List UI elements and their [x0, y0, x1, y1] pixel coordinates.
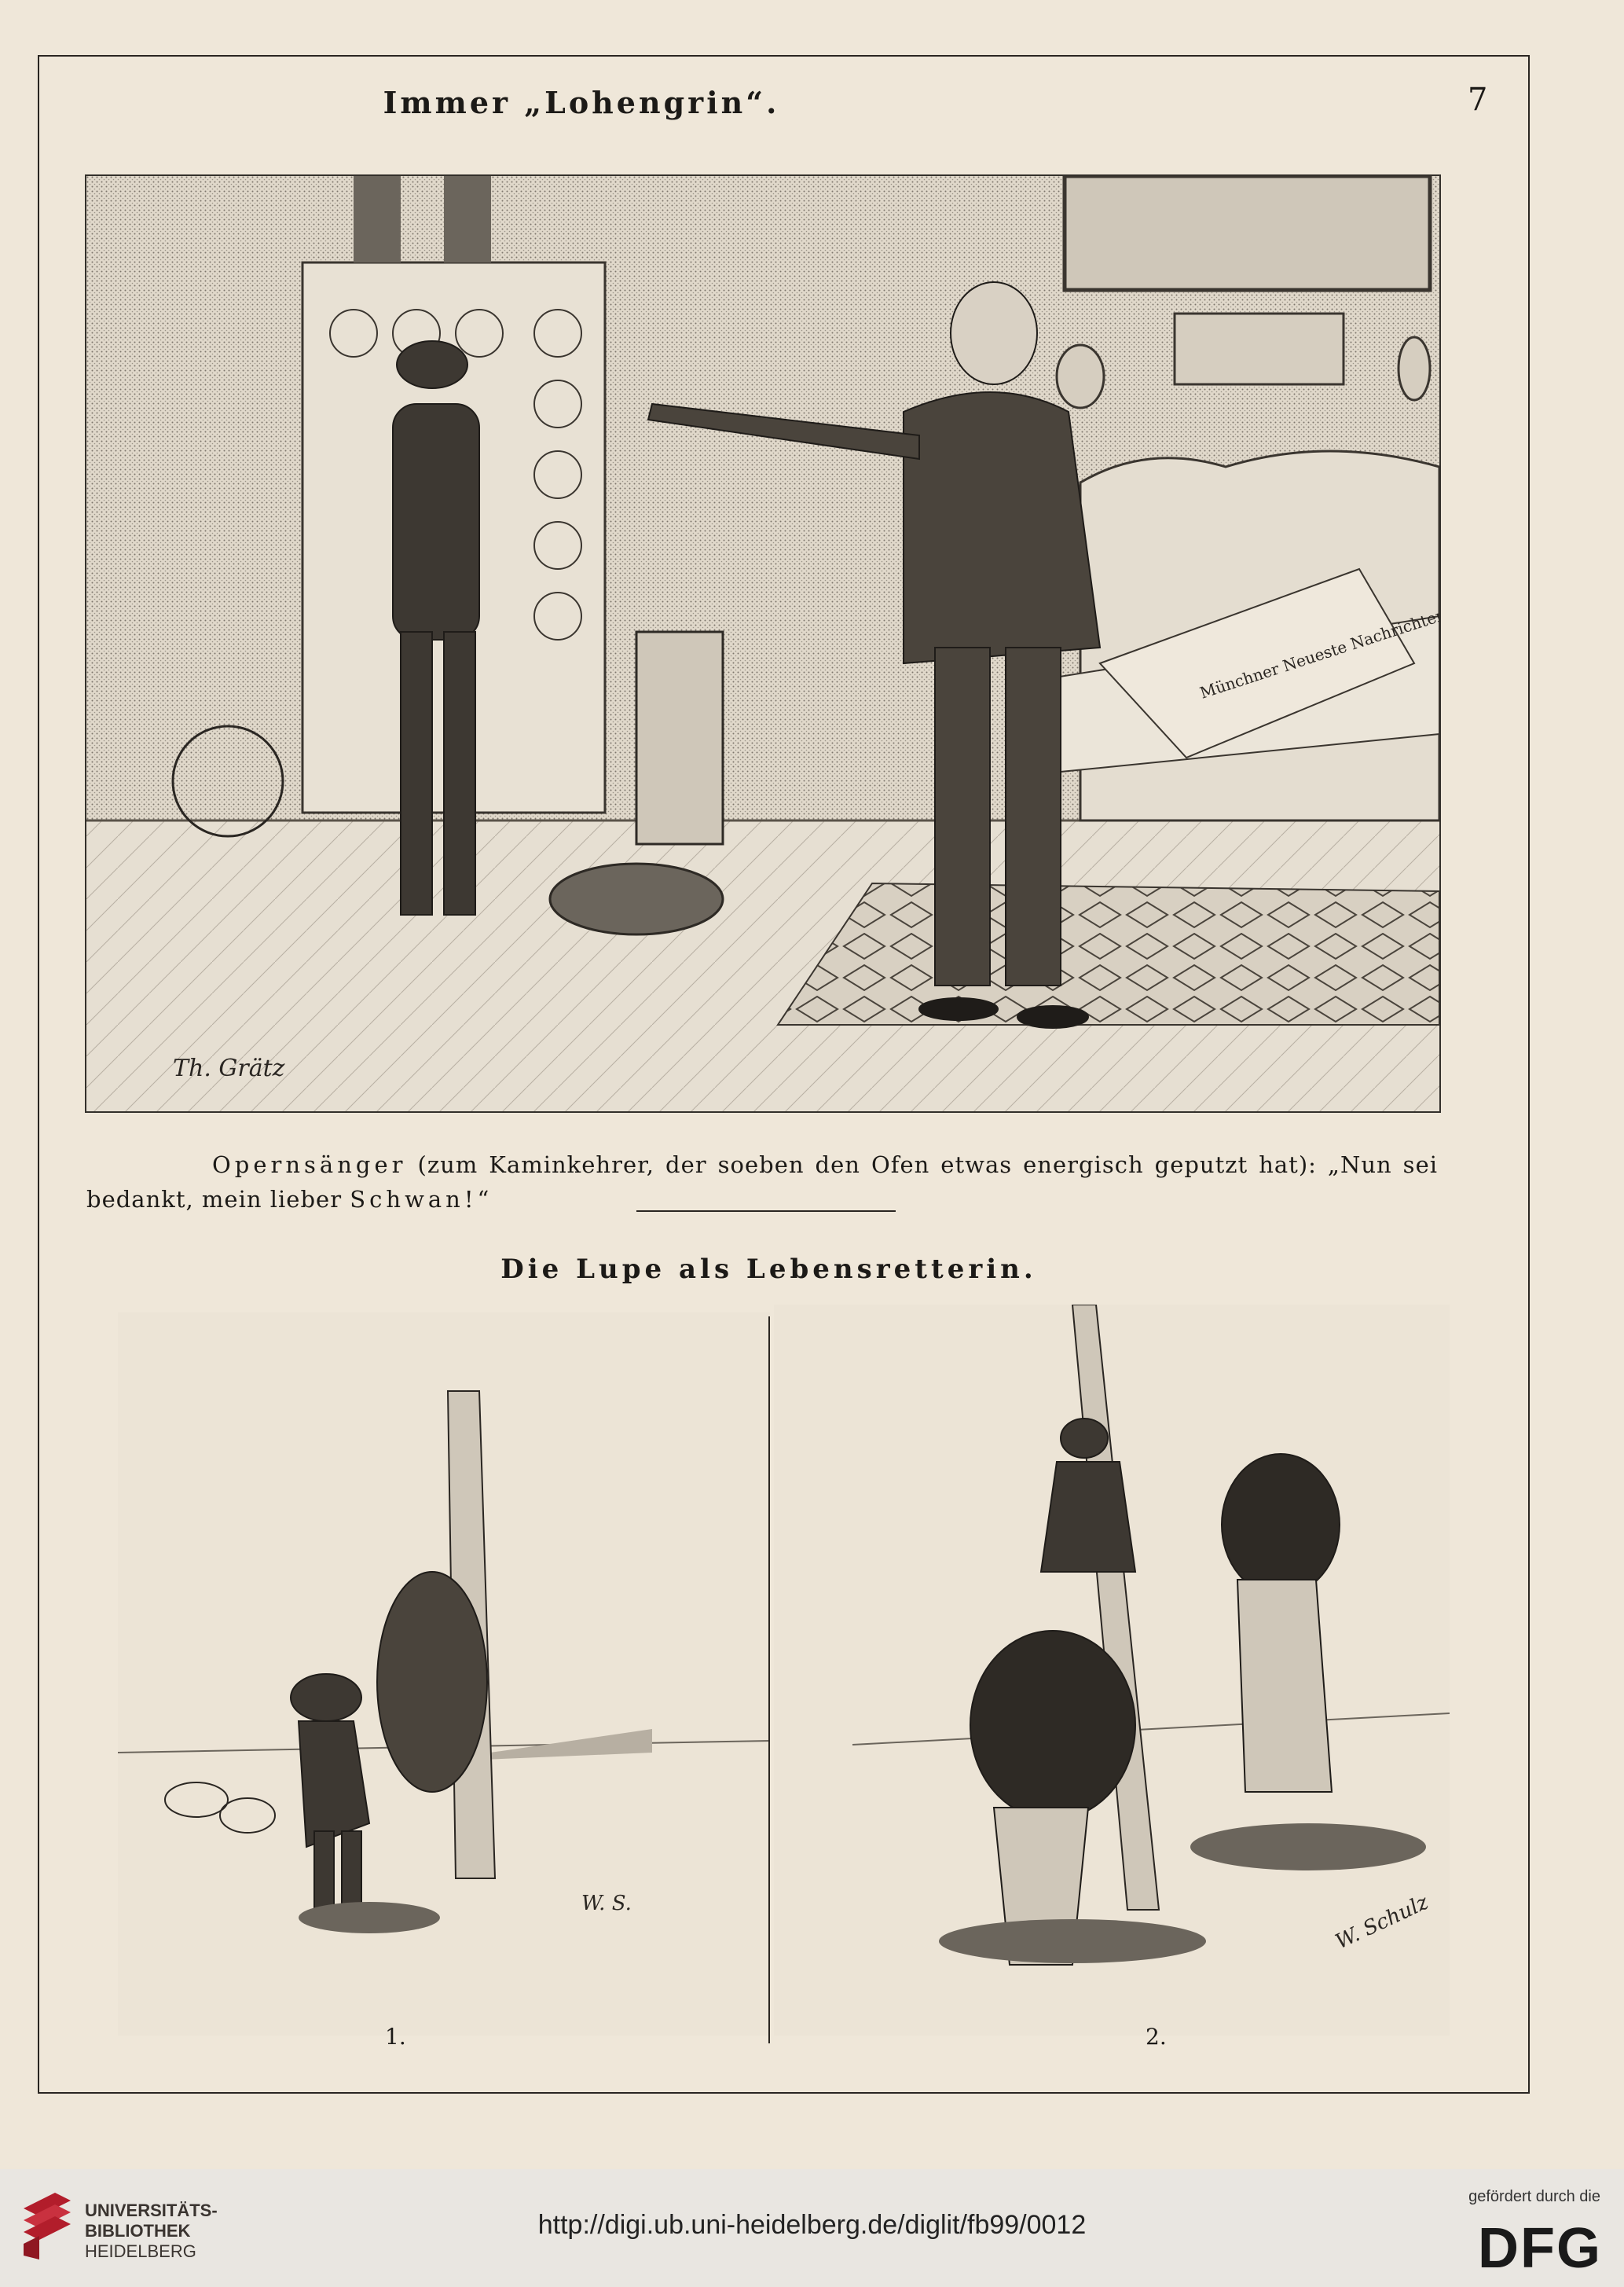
- section-title: Die Lupe als Lebensretterin.: [500, 1254, 1037, 1285]
- panel-divider: [768, 1316, 770, 2043]
- panel-2-drawing: [774, 1305, 1450, 2036]
- panel-2-illustration: [774, 1305, 1450, 2036]
- newspaper-masthead: Münchner Neueste Nachrichten: [1197, 604, 1439, 703]
- logo-line-3: HEIDELBERG: [85, 2241, 196, 2261]
- page-title: Immer „Lohengrin“.: [383, 85, 780, 120]
- section-divider: [636, 1210, 896, 1212]
- logo-line-2: BIBLIOTHEK: [85, 2221, 191, 2241]
- logo-line-1: UNIVERSITÄTS-: [85, 2201, 218, 2220]
- caption-quote-start: „Nun sei bedankt, mein lieber: [86, 1151, 1439, 1213]
- panel-2-label: 2.: [1146, 2024, 1167, 2050]
- permalink-url[interactable]: http://digi.ub.uni-heidelberg.de/diglit/fb99/0012: [537, 2210, 1087, 2240]
- dfg-logo[interactable]: DFG: [1478, 2217, 1602, 2280]
- opera-singer-drawing: [86, 176, 1439, 1111]
- viewer-footer: [0, 2169, 1624, 2287]
- caption-stage-direction: (zum Kaminkehrer, der soeben den Ofen etwas energisch geputzt hat):: [417, 1151, 1317, 1178]
- page-number: 7: [1468, 82, 1488, 118]
- panel-1-label: 1.: [385, 2024, 406, 2050]
- panel-1-drawing: [118, 1312, 770, 2036]
- panel-1-illustration: [118, 1312, 770, 2036]
- caption-speaker: Opernsänger: [212, 1151, 407, 1178]
- panel-1-signature: W. S.: [581, 1892, 632, 1915]
- illustration-caption: [86, 1147, 1438, 1217]
- opera-singer-illustration: [85, 174, 1441, 1113]
- illustrator-signature: Th. Grätz: [173, 1055, 285, 1082]
- funded-by-label: gefördert durch die: [1468, 2188, 1600, 2205]
- caption-quote-end: Schwan!“: [350, 1186, 493, 1213]
- panel-2-signature: W. Schulz: [1332, 1890, 1432, 1955]
